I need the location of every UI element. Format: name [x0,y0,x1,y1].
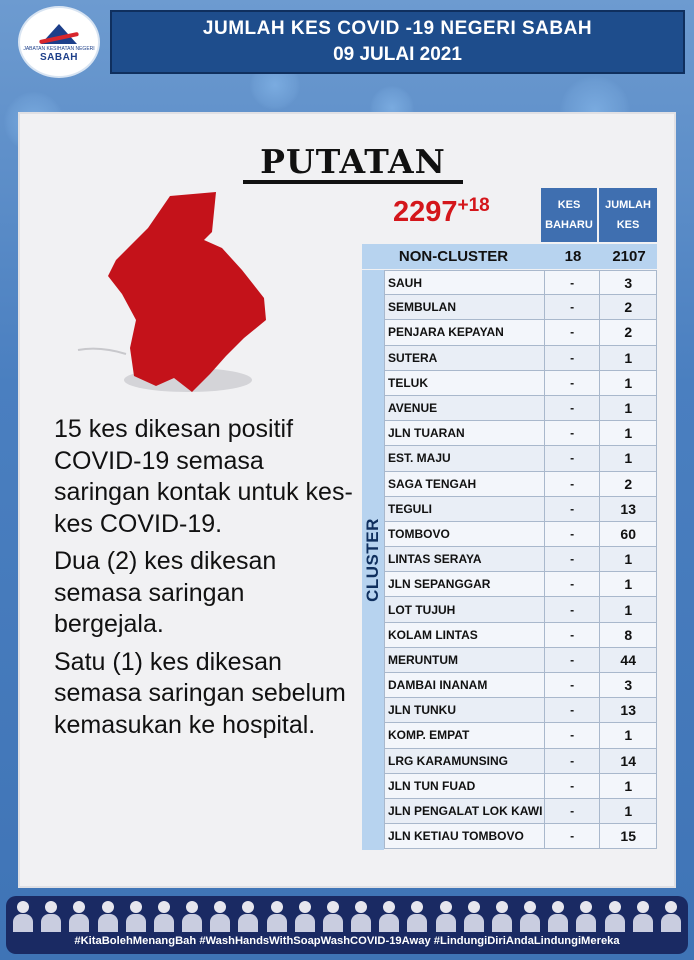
cluster-new: - [544,824,600,848]
cluster-total: 14 [599,749,656,773]
cluster-name: SUTERA [388,350,438,365]
table-row [384,572,657,597]
description-paragraph: Satu (1) kes dikesan semasa saringan sebelum kemasukan ke hospital. [54,647,346,739]
cluster-total: 1 [599,799,656,823]
table-row [384,824,657,849]
person-icon [575,900,597,932]
table-row [384,295,657,320]
table-row [384,320,657,345]
cluster-name: JLN TUARAN [388,426,465,441]
table-row [384,723,657,748]
cluster-new: - [544,371,600,395]
cluster-table [384,270,657,849]
person-icon [266,900,288,932]
table-row [384,673,657,698]
cluster-name: KOMP. EMPAT [388,728,470,743]
person-icon [125,900,147,932]
person-icon [322,900,344,932]
cluster-name: PENJARA KEPAYAN [388,325,504,340]
cluster-total: 1 [599,396,656,420]
cluster-new: - [544,271,600,294]
non-cluster-row [362,244,657,269]
description [54,414,354,747]
table-row [384,597,657,622]
cluster-total: 1 [599,547,656,571]
description-paragraph: Dua (2) kes dikesan semasa saringan bergejala. [54,547,277,638]
cluster-name: JLN TUNKU [388,703,456,718]
cluster-name: LRG KARAMUNSING [388,753,508,768]
person-icon [406,900,428,932]
cluster-new: - [544,774,600,798]
col-header-total-label: JUMLAH KES [605,199,651,231]
cluster-total: 2 [599,320,656,344]
cluster-total: 1 [599,371,656,395]
cluster-total: 1 [599,346,656,370]
cluster-name: TELUK [388,375,428,390]
cluster-name: JLN TUN FUAD [388,778,476,793]
cluster-new: - [544,522,600,546]
person-icon [153,900,175,932]
mountain-icon [37,22,81,44]
cluster-new: - [544,623,600,647]
cluster-total: 13 [599,698,656,722]
person-icon [519,900,541,932]
table-row [384,799,657,824]
total-new: +18 [457,194,490,216]
cluster-name: SEMBULAN [388,300,456,315]
cluster-new: - [544,723,600,747]
logo-name: SABAH [39,51,79,63]
table-row [384,547,657,572]
cluster-new: - [544,547,600,571]
cluster-new: - [544,648,600,672]
col-header-new [541,188,597,242]
person-icon [350,900,372,932]
table-row [384,270,657,295]
cluster-new: - [544,421,600,445]
cluster-total: 3 [599,271,656,294]
table-row [384,421,657,446]
person-icon [209,900,231,932]
footer-banner [6,896,688,954]
cluster-total: 1 [599,597,656,621]
non-cluster-new: 18 [564,248,582,265]
non-cluster-label: NON-CLUSTER [398,248,509,265]
cluster-new: - [544,673,600,697]
cluster-name: TEGULI [388,501,432,516]
non-cluster-total: 2107 [612,248,646,265]
person-icon [237,900,259,932]
cluster-name: JLN PENGALAT LOK KAWI [388,804,543,819]
person-icon [378,900,400,932]
table-row [384,497,657,522]
cluster-total: 1 [599,446,656,470]
table-row [384,522,657,547]
people-illustration [12,900,682,932]
table-row [384,623,657,648]
person-icon [68,900,90,932]
cluster-name: JLN SEPANGGAR [388,577,491,592]
cluster-total: 3 [599,673,656,697]
table-row [384,371,657,396]
cluster-name: LOT TUJUH [388,602,456,617]
district-title: PUTATAN [243,142,463,184]
cluster-total: 1 [599,774,656,798]
cluster-new: - [544,799,600,823]
cluster-name: EST. MAJU [388,451,451,466]
total-cases [393,196,490,229]
person-icon [435,900,457,932]
col-header-total [599,188,657,242]
cluster-name: JLN KETIAU TOMBOVO [388,829,524,844]
person-icon [294,900,316,932]
cluster-total: 1 [599,421,656,445]
table-row [384,648,657,673]
total-cumulative: 2297 [393,196,458,228]
person-icon [40,900,62,932]
cluster-new: - [544,346,600,370]
cluster-new: - [544,597,600,621]
person-icon [463,900,485,932]
cluster-total: 2 [599,472,656,496]
logo-small-text: JABATAN KESIHATAN NEGERI [23,45,95,52]
cluster-total: 15 [599,824,656,848]
cluster-new: - [544,698,600,722]
cluster-total: 2 [599,295,656,319]
cluster-name: TOMBOVO [388,526,450,541]
person-icon [604,900,626,932]
cluster-total: 60 [599,522,656,546]
district-map-icon [70,188,280,398]
person-icon [547,900,569,932]
cluster-total: 8 [599,623,656,647]
cluster-name: DAMBAI INANAM [388,678,488,693]
table-row [384,698,657,723]
cluster-name: MERUNTUM [388,652,458,667]
header-date: 09 JULAI 2021 [333,44,462,65]
person-icon [632,900,654,932]
table-row [384,472,657,497]
description-paragraph: 15 kes dikesan positif COVID-19 semasa saringan kontak untuk kes-kes COVID-19. [54,415,353,538]
cluster-new: - [544,572,600,596]
table-row [384,396,657,421]
person-icon [181,900,203,932]
table-row [384,749,657,774]
table-row [384,446,657,471]
cluster-side-label [362,270,384,850]
cluster-new: - [544,472,600,496]
cluster-new: - [544,320,600,344]
person-icon [660,900,682,932]
cluster-new: - [544,749,600,773]
cluster-label: CLUSTER [363,518,382,602]
person-icon [97,900,119,932]
table-row [384,774,657,799]
sabah-health-logo [18,6,100,78]
cluster-new: - [544,446,600,470]
cluster-new: - [544,295,600,319]
cluster-name: AVENUE [388,401,438,416]
cluster-name: SAGA TENGAH [388,476,477,491]
cluster-total: 1 [599,572,656,596]
header-title: JUMLAH KES COVID -19 NEGERI SABAH [202,18,593,39]
cluster-name: KOLAM LINTAS [388,627,478,642]
cluster-total: 1 [599,723,656,747]
person-icon [12,900,34,932]
cluster-name: SAUH [388,275,423,290]
cluster-total: 13 [599,497,656,521]
person-icon [491,900,513,932]
cluster-new: - [544,396,600,420]
cluster-total: 44 [599,648,656,672]
page-header [110,10,685,74]
table-row [384,346,657,371]
cluster-name: LINTAS SERAYA [388,552,482,567]
cluster-new: - [544,497,600,521]
col-header-new-label: KES BAHARU [545,199,593,231]
footer-hashtags: #KitaBolehMenangBah #WashHandsWithSoapWashCOVID-19Away #LindungiDiriAndaLindungiMereka [74,935,620,947]
